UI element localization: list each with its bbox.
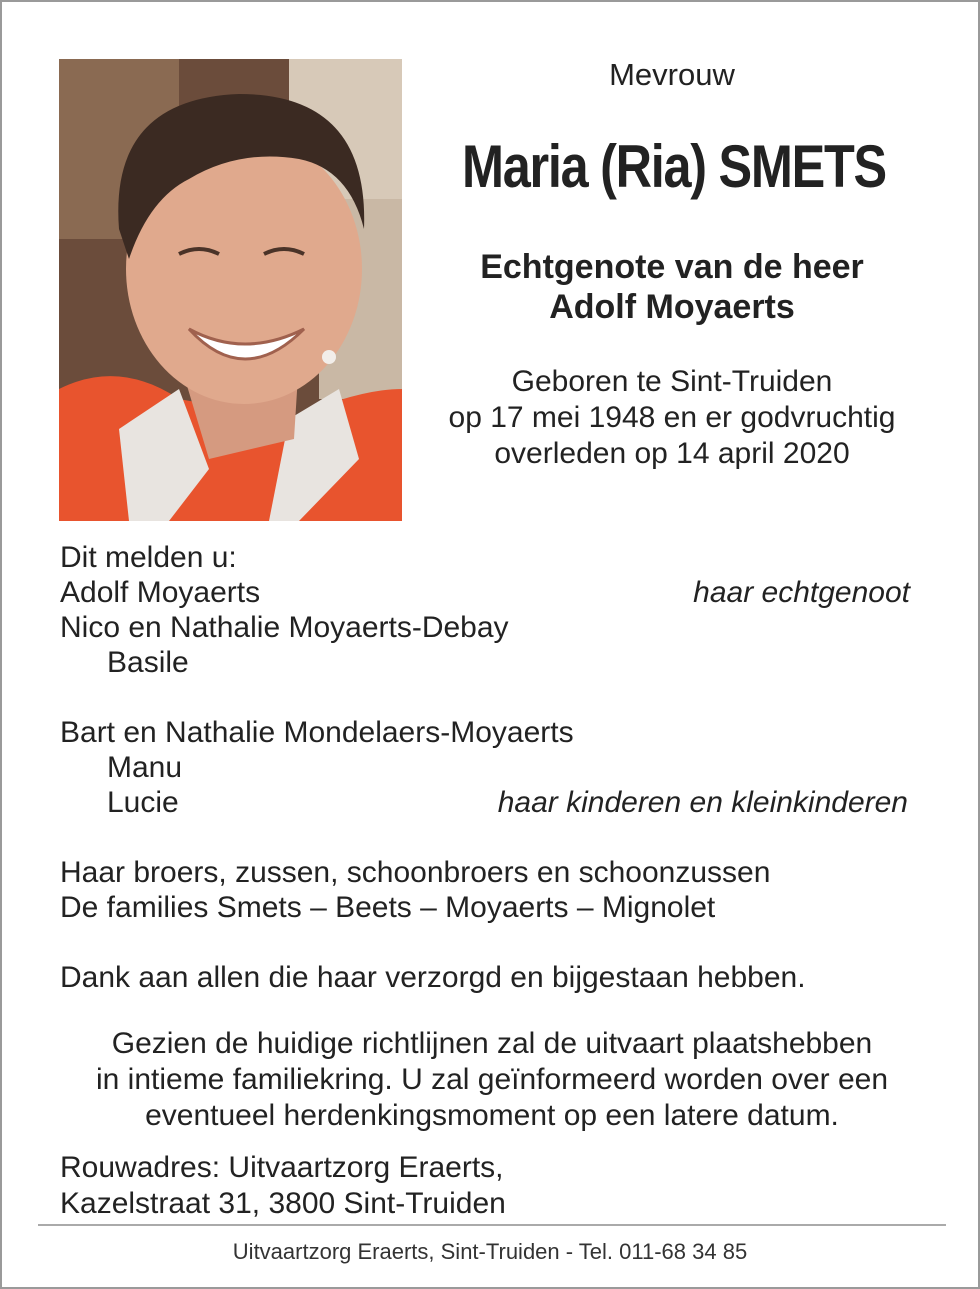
notice-line-1: Gezien de huidige richtlijnen zal de uitvaart plaatshebben: [111, 1027, 873, 1060]
child-row-2: Bart en Nathalie Mondelaers-Moyaerts: [60, 716, 574, 749]
birth-death-info: [422, 364, 922, 472]
deceased-name: Maria (Ria) SMETS: [462, 133, 886, 200]
funeral-notice: [42, 1026, 942, 1134]
notice-line-3: eventueel herdenkingsmoment op een latere datum.: [145, 1099, 839, 1132]
thanks-line: Dank aan allen die haar verzorgd en bijgestaan hebben.: [60, 961, 806, 994]
family-announcement: [60, 540, 920, 995]
born-line-2: op 17 mei 1948 en er godvruchtig: [448, 401, 896, 434]
footer-divider: [38, 1224, 946, 1226]
intro-line: Dit melden u:: [60, 541, 237, 574]
spouse-name: Adolf Moyaerts: [60, 576, 261, 609]
mourning-address: [60, 1150, 506, 1222]
portrait-image: [59, 59, 402, 521]
salutation: Mevrouw: [609, 57, 735, 92]
address-line-2: Kazelstraat 31, 3800 Sint-Truiden: [60, 1187, 506, 1220]
grandchild-3-name: Lucie: [107, 786, 179, 819]
footer-text: Uitvaartzorg Eraerts, Sint-Truiden - Tel. 011-68 34 85: [232, 1239, 748, 1264]
grandchild-row-1: Basile: [107, 646, 189, 679]
child-row-1: Nico en Nathalie Moyaerts-Debay: [60, 611, 509, 644]
siblings-line: Haar broers, zussen, schoonbroers en schoonzussen: [60, 856, 771, 889]
spouse-role: haar echtgenoot: [693, 576, 910, 609]
grandchild-row-2: Manu: [107, 751, 183, 784]
born-line-1: Geboren te Sint-Truiden: [511, 365, 833, 398]
portrait-photo: [59, 59, 402, 521]
spouse-row: [60, 575, 920, 610]
families-line: De families Smets – Beets – Moyaerts – Mignolet: [60, 891, 716, 924]
notice-line-2: in intieme familiekring. U zal geïnformeerd worden over een: [95, 1063, 889, 1096]
children-role: haar kinderen en kleinkinderen: [497, 786, 908, 819]
address-line-1: Rouwadres: Uitvaartzorg Eraerts,: [60, 1151, 504, 1184]
spouse-line-1: Echtgenote van de heer: [480, 248, 864, 286]
spouse-line-2: Adolf Moyaerts: [549, 288, 795, 326]
spouse-info: [422, 247, 922, 327]
born-line-3: overleden op 14 april 2020: [494, 437, 850, 470]
grandchild-row-3: [60, 785, 920, 820]
